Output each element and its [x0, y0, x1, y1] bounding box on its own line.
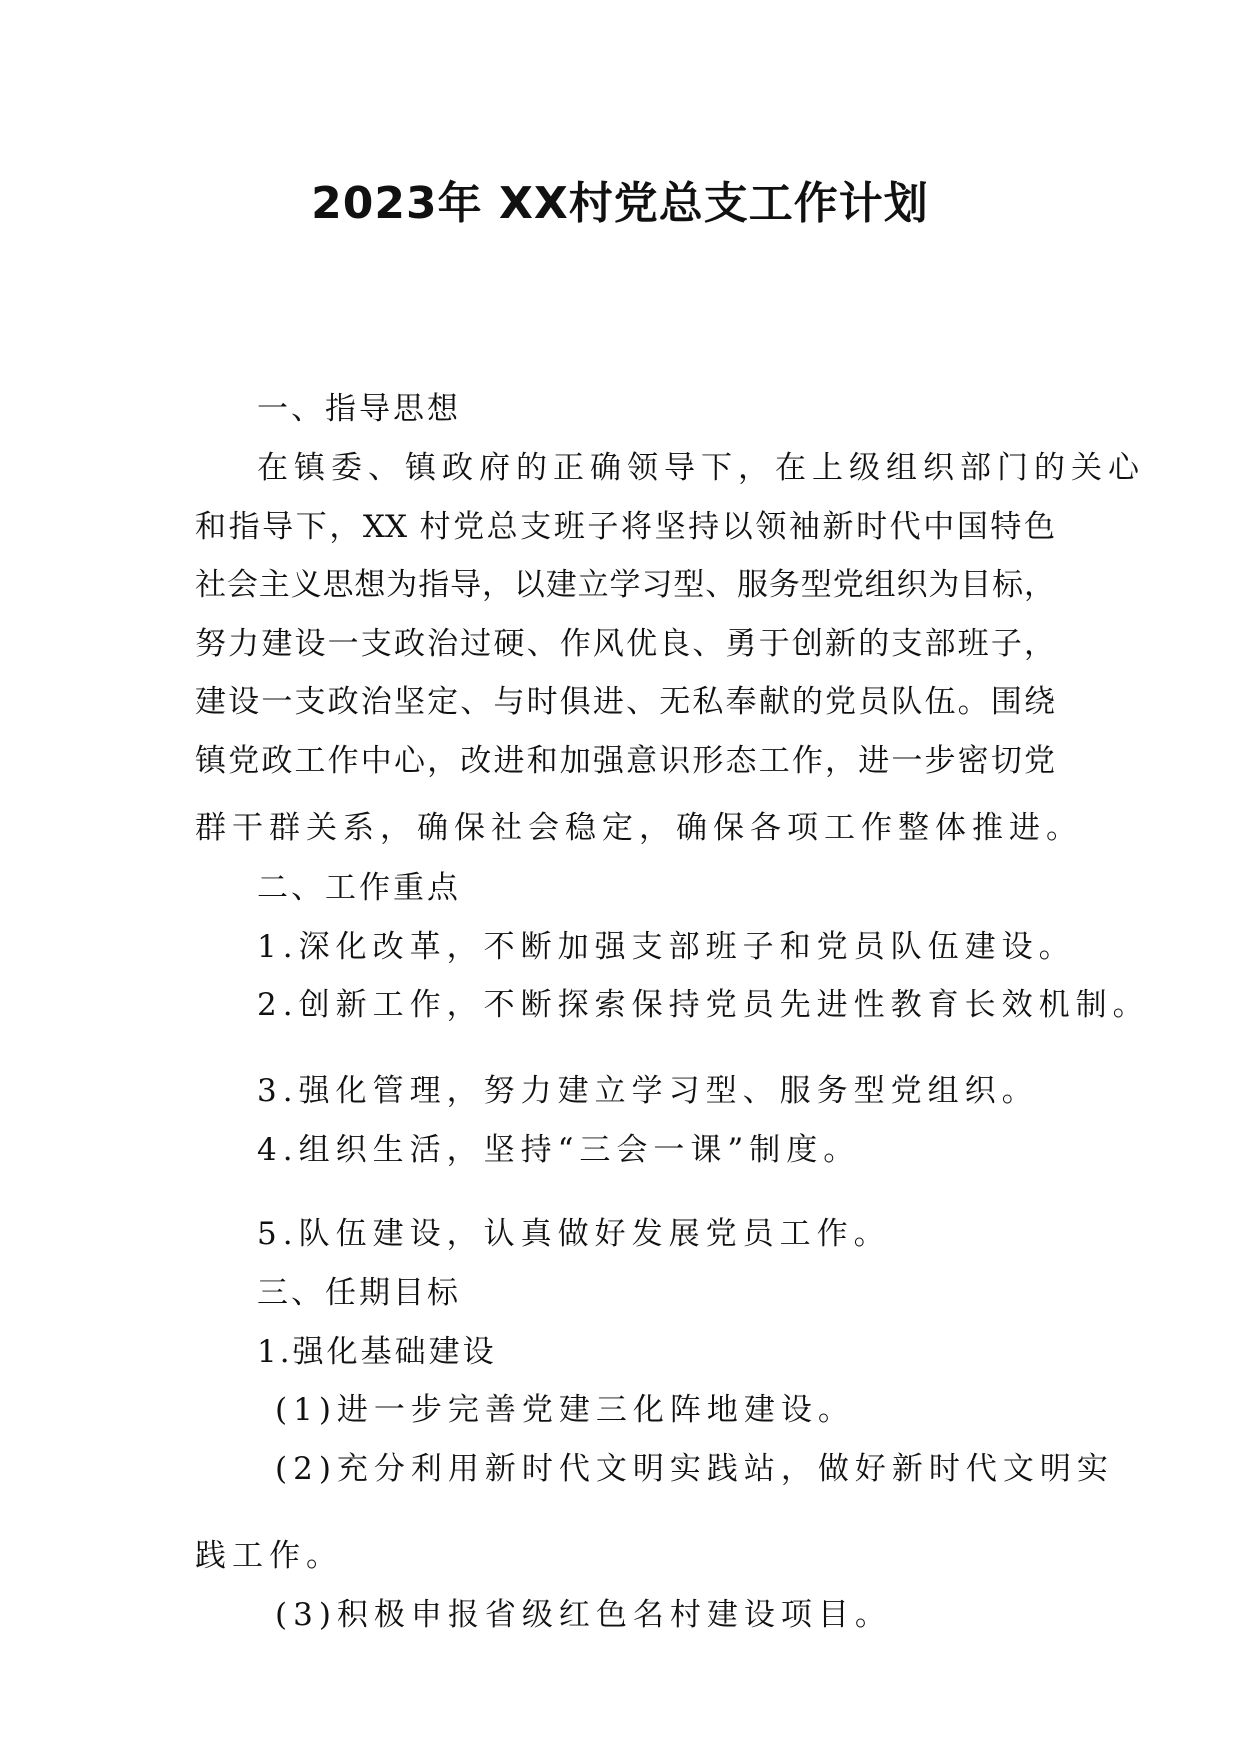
list-item: (2)充分利用新时代文明实践站，做好新时代文明实 [275, 1451, 1114, 1487]
document-title: 2023年 XX村党总支工作计划 [311, 178, 929, 229]
list-item: 2.创新工作，不断探索保持党员先进性教育长效机制。 [257, 987, 1150, 1023]
subheading: 1.强化基础建设 [257, 1334, 497, 1370]
paragraph-line: 和指导下，XX 村党总支班子将坚持以领袖新时代中国特色 [195, 509, 1055, 545]
paragraph-line: 镇党政工作中心，改进和加强意识形态工作，进一步密切党 [195, 743, 1055, 779]
paragraph-line: 在镇委、镇政府的正确领导下，在上级组织部门的关心 [257, 450, 1145, 486]
section-1-heading: 一、指导思想 [257, 391, 461, 427]
paragraph-line: 建设一支政治坚定、与时俱进、无私奉献的党员队伍。围绕 [195, 684, 1055, 720]
list-item: 3.强化管理，努力建立学习型、服务型党组织。 [257, 1073, 1039, 1109]
list-item: (1)进一步完善党建三化阵地建设。 [275, 1392, 855, 1428]
paragraph-line: 群干群关系，确保社会稳定，确保各项工作整体推进。 [195, 810, 1083, 846]
list-item: (3)积极申报省级红色名村建设项目。 [275, 1597, 892, 1633]
list-item: 5.队伍建设，认真做好发展党员工作。 [257, 1216, 891, 1252]
paragraph-line: 努力建设一支政治过硬、作风优良、勇于创新的支部班子， [195, 626, 1055, 662]
section-2-heading: 二、工作重点 [257, 870, 461, 906]
list-item: 4.组织生活，坚持“三会一课”制度。 [257, 1132, 861, 1168]
section-3-heading: 三、任期目标 [257, 1275, 461, 1311]
list-item: 1.深化改革，不断加强支部班子和党员队伍建设。 [257, 929, 1076, 965]
list-item-continuation: 践工作。 [195, 1538, 343, 1574]
paragraph-line: 社会主义思想为指导，以建立学习型、服务型党组织为目标， [195, 567, 1055, 603]
